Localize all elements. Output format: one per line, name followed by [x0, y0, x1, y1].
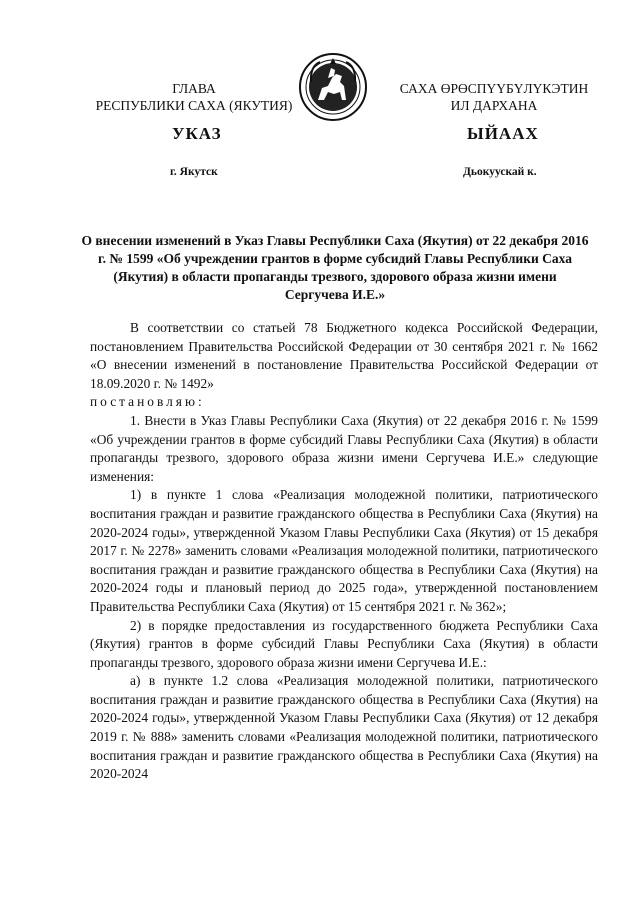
issuer-line-1: ГЛАВА	[172, 81, 216, 96]
paragraph-1: 1. Внести в Указ Главы Республики Саха (Якутия) от 22 декабря 2016 г. № 1599 «Об учреждении грантов в форме субсидий Главы Республики Саха (Якутия) в области пропаганды трезвого, здорового образа жизни имени Сергучева И.Е.» следующие изменения:	[90, 412, 598, 484]
issuer-line-2-sakha: ИЛ ДАРХАНА	[450, 98, 538, 113]
city-ru: г. Якутск	[170, 166, 218, 178]
issuer-line-1-sakha: САХА ӨРӨСПҮҮБҮЛҮКЭТИН	[399, 81, 589, 96]
issuer-line-2: РЕСПУБЛИКИ САХА (ЯКУТИЯ)	[95, 98, 293, 113]
preamble-paragraph: В соответствии со статьей 78 Бюджетного кодекса Российской Федерации, постановлением Правительства Российской Федерации от 30 сентября 2021 г. № 1662 «О внесении изменений в постановление Правительства Российской Федерации от 18.09.2020 г. № 1492»	[90, 320, 598, 391]
document-title: О внесении изменений в Указ Главы Республики Саха (Якутия) от 22 декабря 2016 г. № 1599 «Об учреждении грантов в форме субсидий Главы Республики Саха (Якутия) в области пропаганды трезвого, здорового образа жизни имени Сергучева И.Е.»	[81, 233, 589, 302]
paragraph-1-2-a: а) в пункте 1.2 слова «Реализация молодежной политики, патриотического воспитания граждан и развитие гражданского общества в Республики Саха (Якутия) на 2020-2024 годы», утвержденной Указом Главы Республики Саха (Якутия) от 12 декабря 2019 г. № 888» заменить словами «Реализация молодежной политики, патриотического воспитания граждан и развитие гражданского общества в Республики Саха (Якутия) на 2020-2024	[90, 673, 598, 782]
document-body	[90, 319, 598, 784]
doc-type-sakha: ЫЙААХ	[467, 124, 539, 143]
decree-word: постановляю:	[90, 394, 205, 410]
issuer-header-sakha	[384, 80, 604, 114]
paragraph-1-1: 1) в пункте 1 слова «Реализация молодежной политики, патриотического воспитания граждан и развитие гражданского общества в Республики Саха (Якутия) на 2020-2024 годы», утвержденной Указом Главы Республики Саха (Якутия) от 15 декабря 2017 г. № 2278» заменить словами «Реализация молодежной политики, патриотического воспитания граждан и развитие гражданского общества в Республики Саха (Якутия) на 2020-2024 годы и плановый период до 2025 года», утвержденной постановлением Правительства Республики Саха (Якутия) от 15 сентября 2021 г. № 362»;	[90, 487, 598, 614]
coat-of-arms-emblem	[298, 52, 368, 122]
paragraph-1-2: 2) в порядке предоставления из государственного бюджета Республики Саха (Якутия) грантов в форме субсидий Главы Республики Саха (Якутия) в области пропаганды трезвого, здорового образа жизни имени Сергучева И.Е.:	[90, 617, 598, 670]
doc-type-ru: УКАЗ	[172, 124, 222, 143]
city-sakha: Дьокуускай к.	[463, 166, 537, 178]
issuer-header-ru	[84, 80, 304, 114]
